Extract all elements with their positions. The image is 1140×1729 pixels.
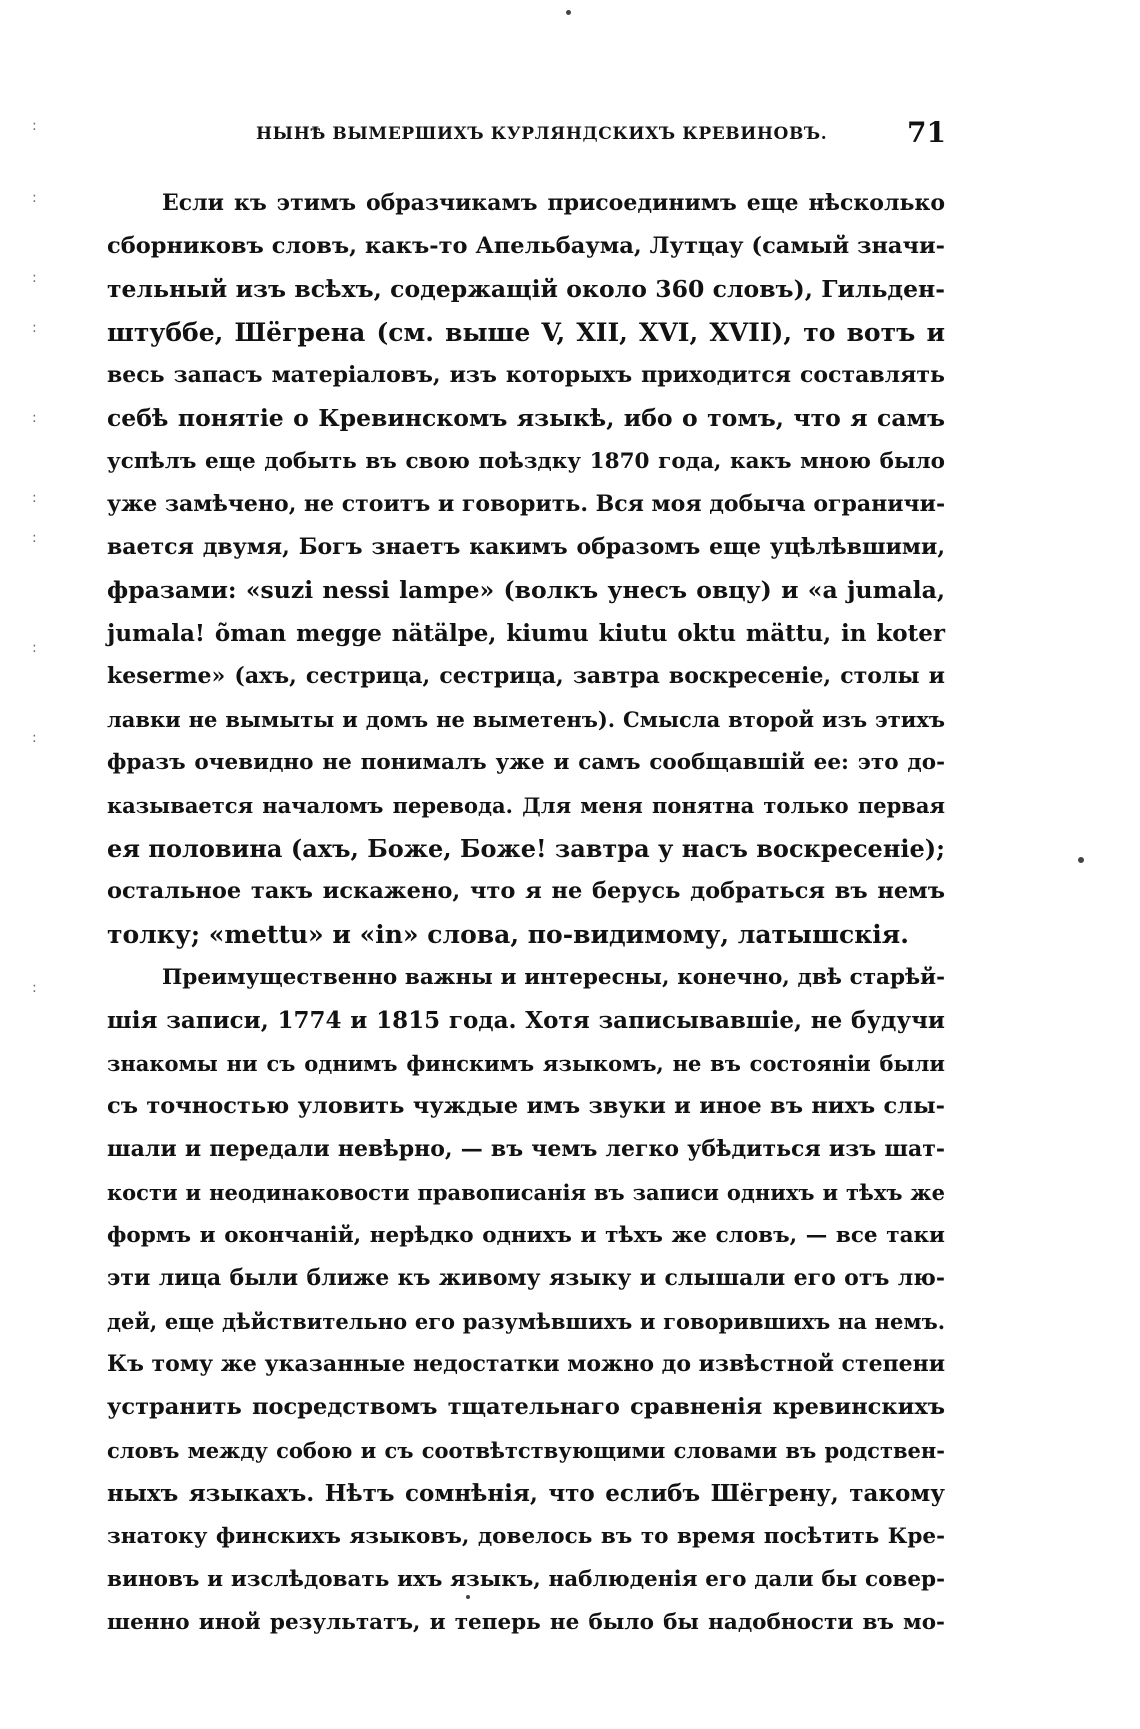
text-line: знакомы ни съ однимъ финскимъ языкомъ, не въ состояніи были	[107, 1051, 945, 1076]
text-line: штуббе, Шёгрена (см. выше V, XII, XVI, XVII), то вотъ и	[107, 318, 945, 347]
text-line: успѣлъ еще добыть въ свою поѣздку 1870 года, какъ мною было	[107, 449, 945, 474]
text-line: себѣ понятіе о Кревинскомъ языкѣ, ибо о томъ, что я самъ	[107, 404, 945, 432]
body-text	[107, 182, 945, 1644]
ink-speck	[566, 10, 571, 15]
text-line: ея половина (ахъ, Боже, Боже! завтра у насъ воскресеніе);	[107, 834, 945, 863]
text-line: уже замѣчено, не стоитъ и говорить. Вся моя добыча ограничи-	[107, 491, 946, 517]
text-line: эти лица были ближе къ живому языку и слышали его отъ лю-	[107, 1265, 945, 1291]
text-line: лавки не вымыты и домъ не выметенъ). Смысла второй изъ этихъ	[107, 707, 945, 732]
text-line: толку; «mettu» и «in» слова, по-видимому, латышскія.	[107, 920, 909, 949]
text-line: шали и передали невѣрно, — въ чемъ легко убѣдиться изъ шат-	[107, 1136, 945, 1162]
margin-mark: :	[32, 270, 37, 286]
text-line: знатоку финскихъ языковъ, довелось въ то время посѣтить Кре-	[107, 1524, 945, 1549]
text-line: вается двумя, Богъ знаетъ какимъ образомъ еще уцѣлѣвшими,	[107, 534, 945, 560]
paragraph	[107, 182, 945, 956]
margin-mark: :	[32, 410, 37, 426]
text-line: Если къ этимъ образчикамъ присоединимъ еще нѣсколько	[162, 190, 945, 216]
text-line: фразъ очевидно не понималъ уже и самъ сообщавшій ее: это до-	[107, 750, 945, 775]
text-line: ныхъ языкахъ. Нѣтъ сомнѣнія, что еслибъ Шёгрену, такому	[107, 1480, 945, 1507]
text-line: keserme» (ахъ, сестрица, сестрица, завтра воскресеніе, столы и	[107, 663, 945, 689]
margin-mark: :	[32, 530, 37, 546]
text-line: дей, еще дѣйствительно его разумѣвшихъ и говорившихъ на немъ.	[107, 1309, 945, 1334]
page-number: 71	[907, 116, 946, 149]
text-line: весь запасъ матеріаловъ, изъ которыхъ приходится составлять	[107, 362, 945, 388]
ink-speck	[1078, 857, 1084, 863]
margin-mark: :	[32, 730, 37, 746]
text-line: виновъ и изслѣдовать ихъ языкъ, наблюденія его дали бы совер-	[107, 1567, 945, 1592]
text-line: фразами: «suzi nessi lampe» (волкъ унесъ овцу) и «a jumala,	[107, 576, 945, 604]
text-line: остальное такъ искажено, что я не берусь добраться въ немъ	[107, 878, 945, 904]
text-line: шія записи, 1774 и 1815 года. Хотя записывавшіе, не будучи	[107, 1007, 945, 1034]
text-line: сборниковъ словъ, какъ-то Апельбаума, Лутцау (самый значи-	[107, 233, 945, 259]
margin-mark: :	[32, 190, 37, 206]
text-line: jumala! õman megge nätälpe, kiumu kiutu oktu mättu, in koter	[107, 620, 945, 647]
margin-mark: :	[32, 118, 37, 134]
text-line: тельный изъ всѣхъ, содержащій около 360 словъ), Гильден-	[107, 275, 945, 303]
running-head	[256, 116, 946, 156]
text-line: шенно иной результатъ, и теперь не было бы надобности въ мо-	[107, 1610, 945, 1635]
text-line: устранить посредствомъ тщательнаго сравненія кревинскихъ	[107, 1394, 945, 1420]
margin-mark: :	[32, 490, 37, 506]
text-line: формъ и окончаній, нерѣдко однихъ и тѣхъ же словъ, — все таки	[107, 1223, 945, 1248]
text-line: словъ между собою и съ соотвѣтствующими словами въ родствен-	[107, 1438, 945, 1463]
text-line: казывается началомъ перевода. Для меня понятна только первая	[107, 793, 945, 818]
text-line: съ точностью уловить чуждые имъ звуки и иное въ нихъ слы-	[107, 1093, 945, 1119]
margin-mark: :	[32, 640, 37, 656]
paragraph	[107, 956, 945, 1644]
running-title: НЫНѢ ВЫМЕРШИХЪ КУРЛЯНДСКИХЪ КРЕВИНОВЪ.	[256, 124, 828, 144]
text-line: Къ тому же указанные недостатки можно до извѣстной степени	[107, 1351, 946, 1377]
margin-mark: :	[32, 980, 37, 996]
margin-mark: :	[32, 320, 37, 336]
text-line: Преимущественно важны и интересны, конечно, двѣ старѣй-	[162, 965, 945, 990]
text-line: кости и неодинаковости правописанія въ записи однихъ и тѣхъ же	[107, 1180, 945, 1205]
